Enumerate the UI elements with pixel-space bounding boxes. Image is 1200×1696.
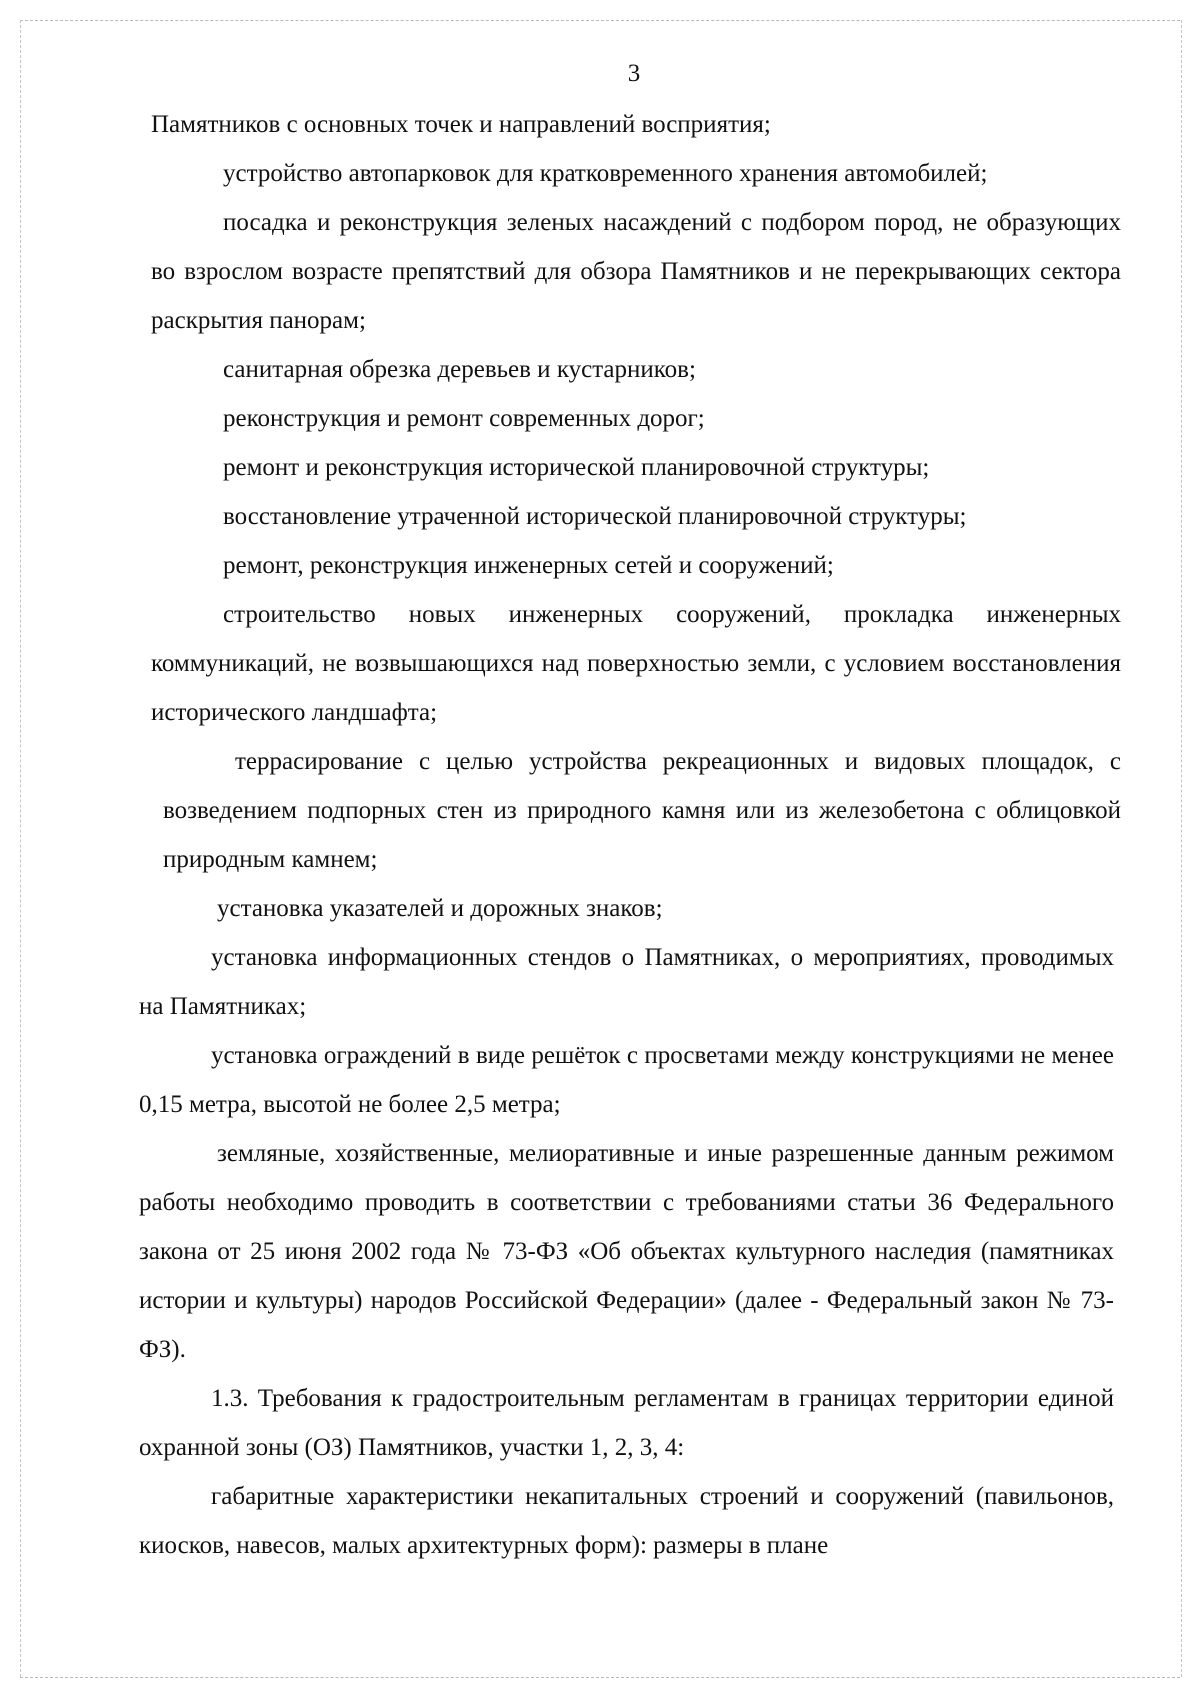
paragraph: строительство новых инженерных сооружений, прокладка инженерных коммуникаций, не возвышающихся над поверхностью земли, с условием восстановления исторического ландшафта;: [151, 601, 1121, 726]
paragraph-continuation: Памятников с основных точек и направлений восприятия;: [151, 111, 771, 138]
document-text: [139, 100, 1121, 1570]
paragraph: земляные, хозяйственные, мелиоративные и иные разрешенные данным режимом работы необходимо проводить в соответствии с требованиями статьи 36 Федерального закона от 25 июня 2002 года № 73-ФЗ «Об объектах культурного наследия (памятниках истории и культуры) народов Российской Федерации» (далее - Федеральный закон № 73-ФЗ).: [139, 1140, 1114, 1363]
paragraph: ремонт и реконструкция исторической планировочной структуры;: [223, 454, 930, 481]
paragraph: реконструкция и ремонт современных дорог;: [223, 405, 705, 432]
paragraph: установка ограждений в виде решёток с просветами между конструкциями не менее 0,15 метра, высотой не более 2,5 метра;: [139, 1042, 1114, 1118]
paragraph: установка информационных стендов о Памятниках, о мероприятиях, проводимых на Памятниках;: [139, 944, 1114, 1020]
paragraph: установка указателей и дорожных знаков;: [217, 895, 663, 922]
section-heading-paragraph: 1.3. Требования к градостроительным регламентам в границах территории единой охранной зоны (ОЗ) Памятников, участки 1, 2, 3, 4:: [139, 1385, 1114, 1461]
paragraph: ремонт, реконструкция инженерных сетей и сооружений;: [223, 552, 834, 579]
scan-border-top: [20, 20, 1180, 21]
scan-border-right: [1181, 20, 1182, 1677]
paragraph: восстановление утраченной исторической планировочной структуры;: [223, 503, 967, 530]
paragraph: устройство автопарковок для кратковременного хранения автомобилей;: [223, 160, 988, 187]
scan-border-left: [20, 20, 21, 1677]
paragraph: террасирование с целью устройства рекреационных и видовых площадок, с возведением подпорных стен из природного камня или из железобетона с облицовкой природным камнем;: [163, 748, 1121, 873]
paragraph: посадка и реконструкция зеленых насаждений с подбором пород, не образующих во взрослом возрасте препятствий для обзора Памятников и не перекрывающих сектора раскрытия панорам;: [151, 209, 1121, 334]
paragraph: габаритные характеристики некапитальных строений и сооружений (павильонов, киосков, навесов, малых архитектурных форм): размеры в плане: [139, 1483, 1114, 1559]
paragraph: санитарная обрезка деревьев и кустарников;: [223, 356, 696, 383]
page-number: 3: [627, 60, 641, 87]
scan-border-bottom: [20, 1677, 1180, 1678]
